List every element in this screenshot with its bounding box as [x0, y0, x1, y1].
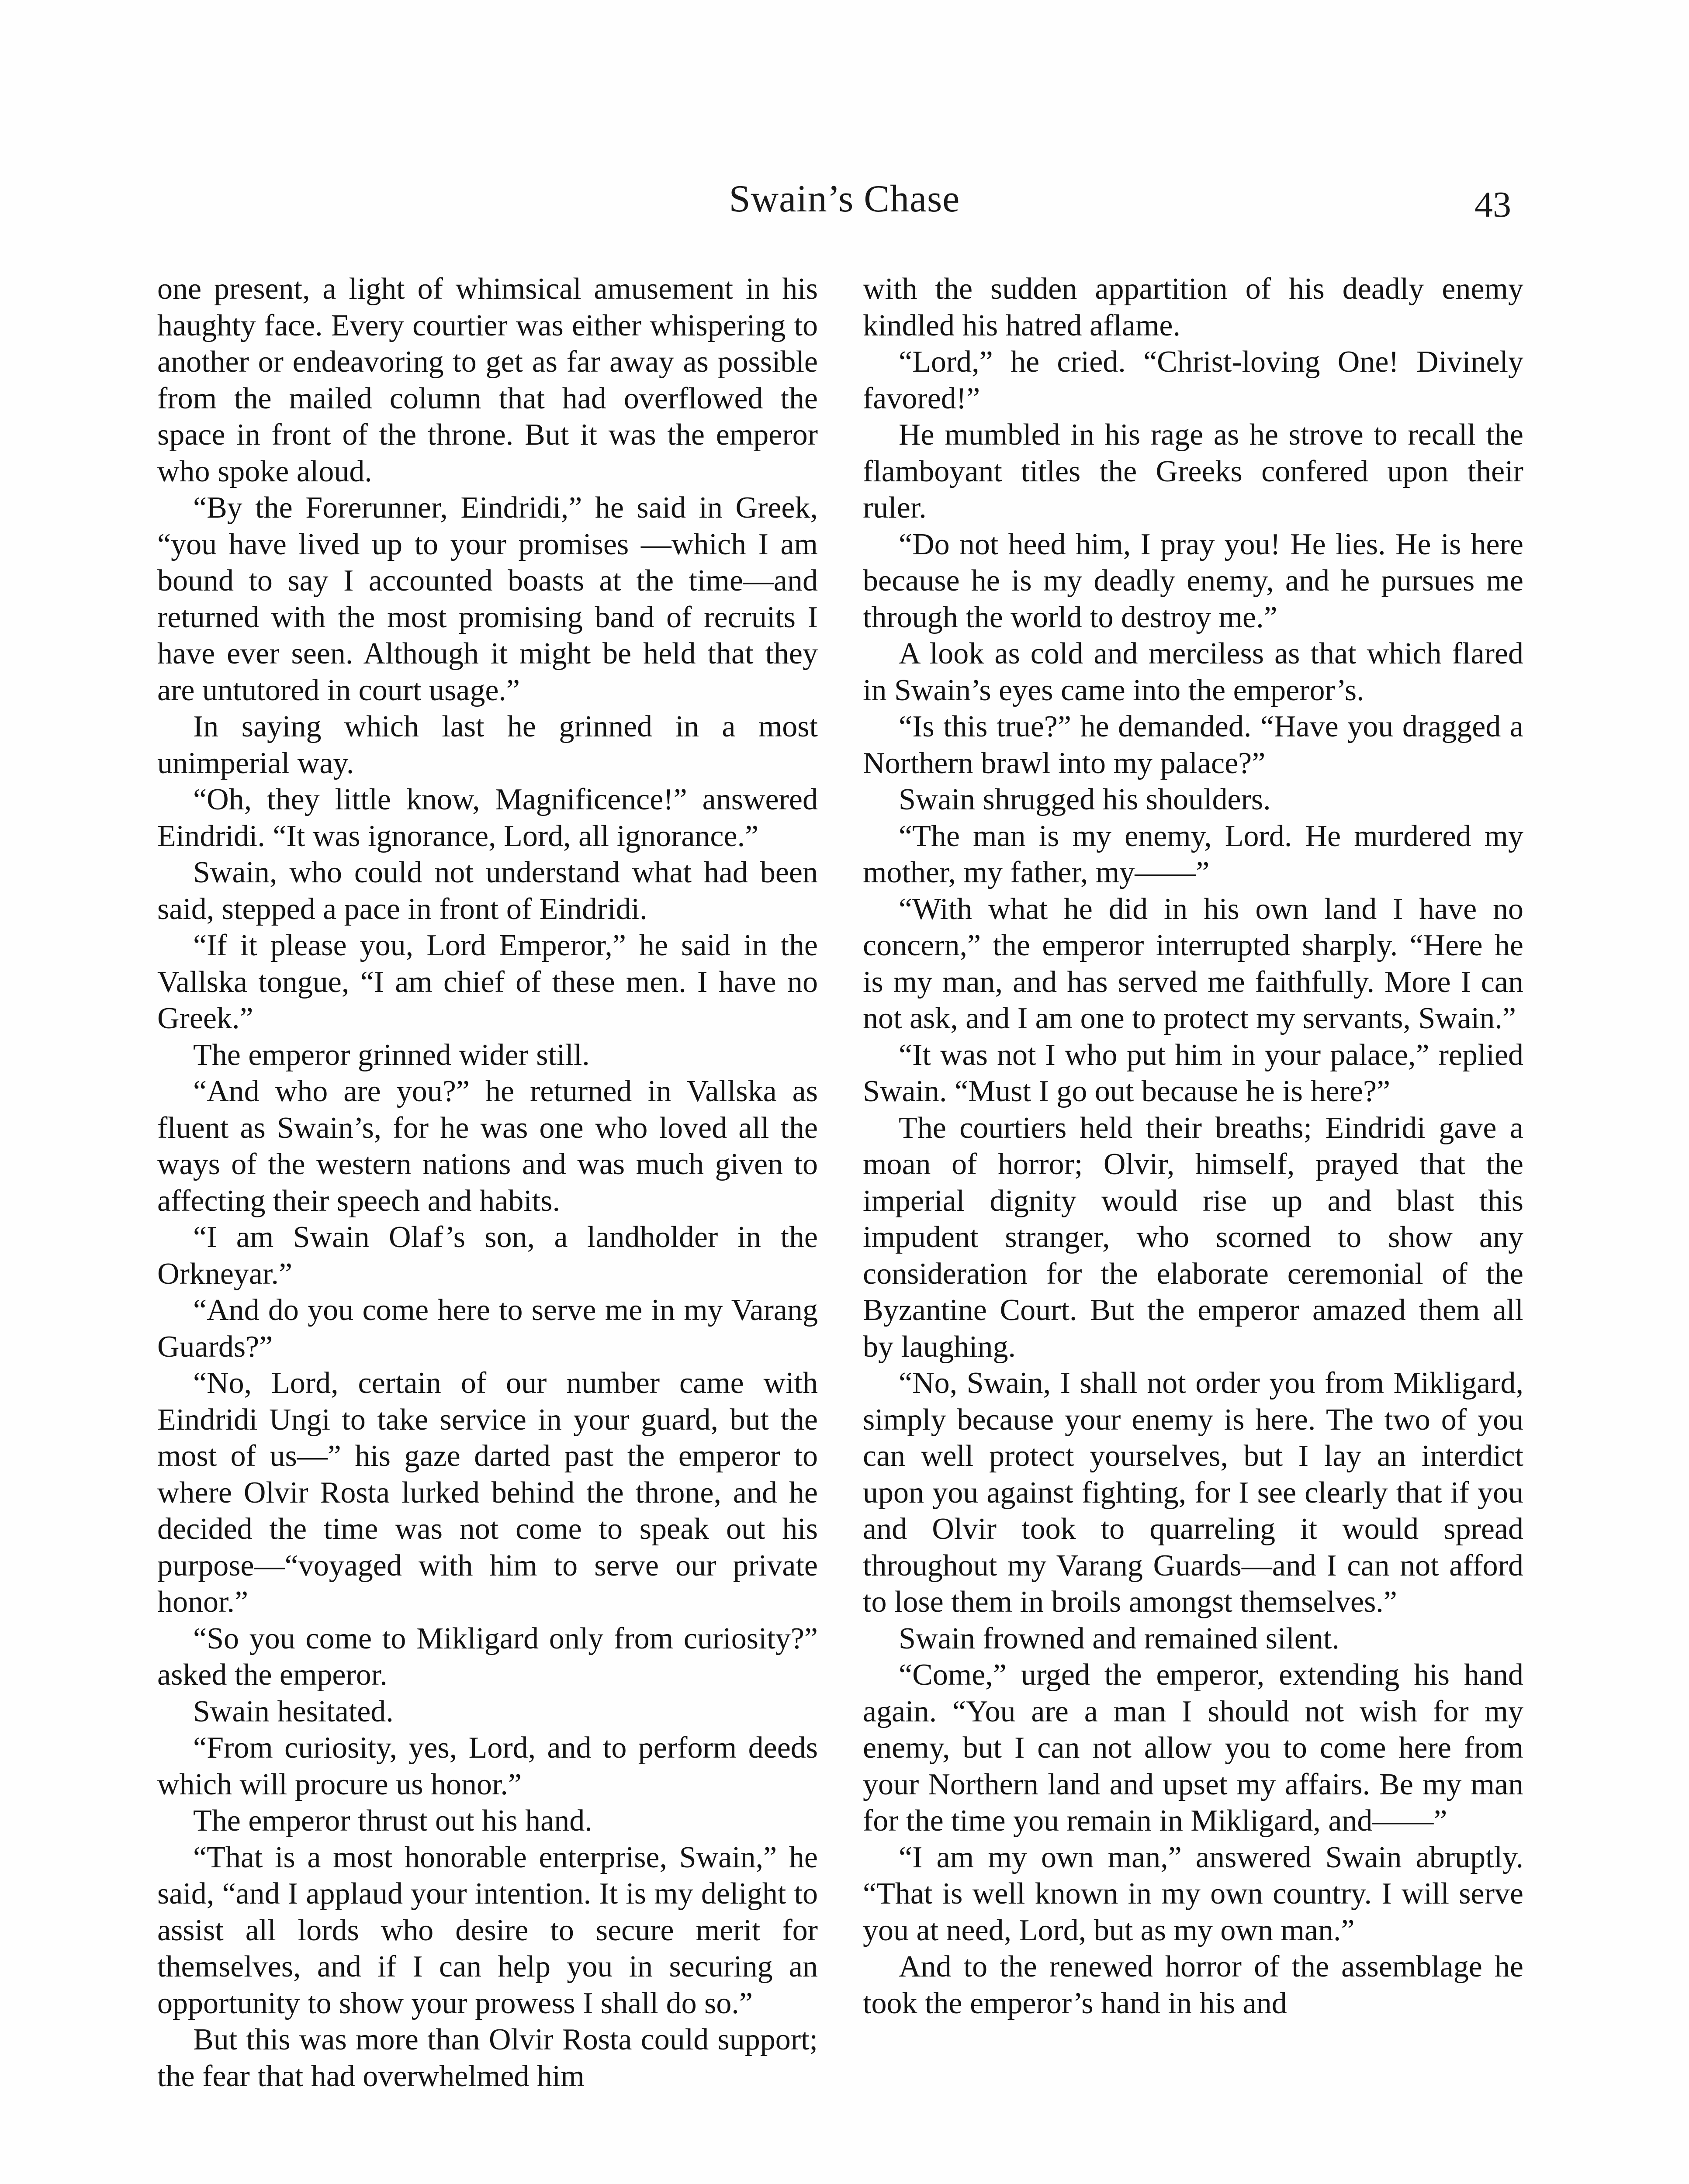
paragraph: He mumbled in his rage as he strove to recall the flamboyant titles the Greeks confered upon their ruler.	[863, 418, 1523, 525]
paragraph: And to the renewed horror of the assemblage he took the emperor’s hand in his and	[863, 1950, 1523, 2020]
paragraph: “By the Forerunner, Eindridi,” he said in Greek, “you have lived up to your promises —which I am bound to say I accounted boasts at the time—and returned with the most promising band of recruits I have ever seen. Although it might be held that they are untutored in court usage.”	[157, 491, 818, 707]
paragraph: In saying which last he grinned in a most unimperial way.	[157, 710, 818, 780]
running-title: Swain’s Chase	[729, 178, 960, 220]
paragraph: “The man is my enemy, Lord. He murdered my mother, my father, my——”	[863, 819, 1523, 889]
right-column	[863, 271, 1523, 2022]
paragraph: Swain hesitated.	[193, 1694, 394, 1728]
left-column	[157, 271, 818, 2094]
paragraph: Swain frowned and remained silent.	[899, 1621, 1339, 1655]
paragraph: “So you come to Mikligard only from curiosity?” asked the emperor.	[157, 1621, 818, 1692]
paragraph: “It was not I who put him in your palace,” replied Swain. “Must I go out because he is here?”	[863, 1038, 1523, 1108]
paragraph: “Is this true?” he demanded. “Have you dragged a Northern brawl into my palace?”	[863, 710, 1523, 780]
paragraph: “With what he did in his own land I have no concern,” the emperor interrupted sharply. “Here he is my man, and has served me faithfully. More I can not ask, and I am one to protect my servants, Swain.”	[863, 892, 1523, 1035]
paragraph: The courtiers held their breaths; Eindridi gave a moan of horror; Olvir, himself, prayed that the imperial dignity would rise up and blast this impudent stranger, who scorned to show any consideration for the elaborate ceremonial of the Byzantine Court. But the emperor amazed them all by laughing.	[863, 1111, 1523, 1364]
paragraph: “No, Lord, certain of our number came with Eindridi Ungi to take service in your guard, but the most of us—” his gaze darted past the emperor to where Olvir Rosta lurked behind the throne, and he decided the time was not come to speak out his purpose—“voyaged with him to serve our private honor.”	[157, 1366, 818, 1619]
paragraph: “Come,” urged the emperor, extending his hand again. “You are a man I should not wish for my enemy, but I can not allow you to come here from your Northern land and upset my affairs. Be my man for the time you remain in Mikligard, and——”	[863, 1658, 1523, 1838]
paragraph: “I am my own man,” answered Swain abruptly. “That is well known in my own country. I will serve you at need, Lord, but as my own man.”	[863, 1840, 1523, 1947]
paragraph: with the sudden appartition of his deadly enemy kindled his hatred aflame.	[863, 272, 1523, 342]
paragraph: “Do not heed him, I pray you! He lies. He is here because he is my deadly enemy, and he pursues me through the world to destroy me.”	[863, 527, 1523, 634]
paragraph: “And do you come here to serve me in my Varang Guards?”	[157, 1293, 818, 1364]
paragraph: The emperor grinned wider still.	[193, 1038, 590, 1072]
paragraph: “And who are you?” he returned in Vallska as fluent as Swain’s, for he was one who loved all the ways of the western nations and was much given to affecting their speech and habits.	[157, 1075, 818, 1218]
page-number: 43	[1474, 184, 1511, 225]
paragraph: “If it please you, Lord Emperor,” he said in the Vallska tongue, “I am chief of these men. I have no Greek.”	[157, 929, 818, 1035]
paragraph: “No, Swain, I shall not order you from Mikligard, simply because your enemy is here. The two of you can well protect yourselves, but I lay an interdict upon you against fighting, for I see clearly that if you and Olvir took to quarreling it would spread throughout my Varang Guards—and I can not afford to lose them in broils amongst themselves.”	[863, 1366, 1523, 1619]
paragraph: “That is a most honorable enterprise, Swain,” he said, “and I applaud your intention. It is my delight to assist all lords who desire to secure merit for themselves, and if I can help you in securing an opportunity to show your prowess I shall do so.”	[157, 1840, 818, 2020]
paragraph: “Lord,” he cried. “Christ-loving One! Divinely favored!”	[863, 345, 1523, 415]
paragraph: one present, a light of whimsical amusement in his haughty face. Every courtier was either whispering to another or endeavoring to get as far away as possible from the mailed column that had overflowed the space in front of the throne. But it was the emperor who spoke aloud.	[157, 272, 818, 488]
paragraph: “Oh, they little know, Magnificence!” answered Eindridi. “It was ignorance, Lord, all ignorance.”	[157, 783, 818, 853]
paragraph: Swain, who could not understand what had been said, stepped a pace in front of Eindridi.	[157, 856, 818, 926]
paragraph: “I am Swain Olaf’s son, a landholder in the Orkneyar.”	[157, 1220, 818, 1291]
paragraph: A look as cold and merciless as that which flared in Swain’s eyes came into the emperor’s.	[863, 637, 1523, 707]
paragraph: The emperor thrust out his hand.	[193, 1804, 592, 1838]
paragraph: Swain shrugged his shoulders.	[899, 783, 1271, 816]
paragraph: “From curiosity, yes, Lord, and to perform deeds which will procure us honor.”	[157, 1731, 818, 1801]
paragraph: But this was more than Olvir Rosta could support; the fear that had overwhelmed him	[157, 2023, 818, 2093]
